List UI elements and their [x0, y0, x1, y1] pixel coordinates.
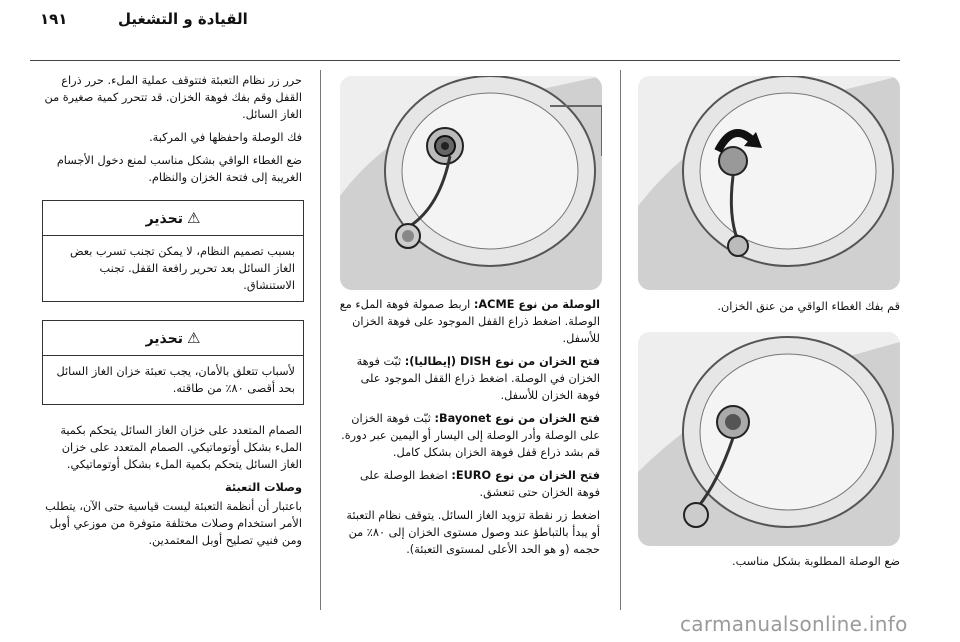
paragraph: الصمام المتعدد على خزان الغاز السائل يتحكم بكمية الملء بشكل أوتوماتيكي. الصمام المتعدد على خزان الغاز السائل يتحكم بكمية الملء بشكل أوتوماتيكي.: [60, 424, 302, 471]
middle-column: [338, 296, 600, 564]
header-rule: [30, 60, 900, 61]
right-column-top: [40, 72, 302, 192]
column-divider: [320, 70, 321, 610]
figure-adapter-attached: [340, 76, 602, 290]
adapter-label: فتح الخزان من نوع EURO:: [451, 469, 600, 482]
figure-fit-adapter: [638, 332, 900, 546]
adapter-label: فتح الخزان من نوع DISH (إيطاليا):: [404, 355, 600, 368]
right-column-bottom: [40, 422, 302, 555]
paragraph: باعتبار أن أنظمة التعبئة ليست قياسية حتى الآن، يتطلب الأمر استخدام وصلات مختلفة متوفرة من موزعي أوبل ومن فنيي تصليح أوبل المعتمدين.: [45, 500, 302, 547]
paragraph-text: ثبّت فوهة الخزان في الوصلة. اضغط ذراع القفل الموجود على فوهة الخزان للأسفل.: [356, 355, 600, 402]
paragraph: [338, 467, 600, 501]
paragraph: ضع الغطاء الواقي بشكل مناسب لمنع دخول الأجسام الغريبة إلى فتحة الخزان والنظام.: [56, 154, 302, 184]
paragraph: [338, 296, 600, 347]
column-divider: [620, 70, 621, 610]
paragraph: [338, 410, 600, 461]
warning-triangle-icon: ⚠: [186, 329, 201, 347]
warning-body: لأسباب تتعلق بالأمان، يجب تعبئة خزان الغاز السائل بحد أقصى ٨٠٪ من طاقته.: [56, 365, 295, 395]
warning-box: [42, 320, 304, 405]
fuel-door-adapter-illustration: [340, 76, 602, 290]
adapter-fitting-illustration: [638, 332, 900, 546]
figure-remove-cap: [638, 76, 900, 290]
paragraph-text: ثبّت فوهة الخزان على الوصلة وأدر الوصلة إلى اليسار أو اليمين عبر دورة. قم بشد ذراع قفل فوهة الخزان بشكل كامل.: [341, 412, 600, 459]
paragraph-text: اربط صمولة فوهة الملء مع الوصلة. اضغط ذراع القفل الموجود على فوهة الخزان للأسفل.: [339, 298, 600, 345]
figure-caption: ضع الوصلة المطلوبة بشكل مناسب.: [732, 555, 900, 568]
paragraph: فك الوصلة واحفظها في المركبة.: [149, 131, 302, 144]
warning-box: [42, 200, 304, 302]
chapter-title: القيادة و التشغيل: [118, 10, 248, 28]
figure-caption: قم بفك الغطاء الواقي من عنق الخزان.: [717, 300, 900, 313]
page-header: [0, 0, 960, 60]
section-heading: وصلات التعبئة: [225, 481, 302, 494]
paragraph: اضغط زر نقطة تزويد الغاز السائل. يتوقف نظام التعبئة أو يبدأ بالتباطؤ عند وصول مستوى الخزان إلى ٨٠٪ من حجمه (و هو الحد الأعلى لمستوى التعبئة).: [346, 509, 600, 556]
warning-triangle-icon: ⚠: [186, 209, 201, 227]
adapter-label: الوصلة من نوع ACME:: [473, 298, 600, 311]
paragraph-text: اضغط الوصلة على فوهة الخزان حتى تنعشق.: [359, 469, 600, 499]
adapter-label: فتح الخزان من نوع Bayonet:: [434, 412, 600, 425]
warning-title: تحذير: [145, 211, 183, 227]
warning-header: [43, 201, 303, 236]
warning-title: تحذير: [145, 331, 183, 347]
watermark: carmanualsonline.info: [680, 612, 908, 636]
paragraph: [338, 353, 600, 404]
warning-body: بسبب تصميم النظام، لا يمكن تجنب تسرب بعض الغاز السائل بعد تحرير رافعة القفل. تجنب الاستنشاق.: [69, 245, 295, 292]
warning-header: [43, 321, 303, 356]
paragraph: حرر زر نظام التعبئة فتتوقف عملية الملء. حرر ذراع القفل وقم بفك فوهة الخزان. قد تتحرر كمية صغيرة من الغاز السائل.: [44, 74, 302, 121]
fuel-door-cap-illustration: [638, 76, 900, 290]
page-number: ١٩١: [40, 10, 68, 28]
